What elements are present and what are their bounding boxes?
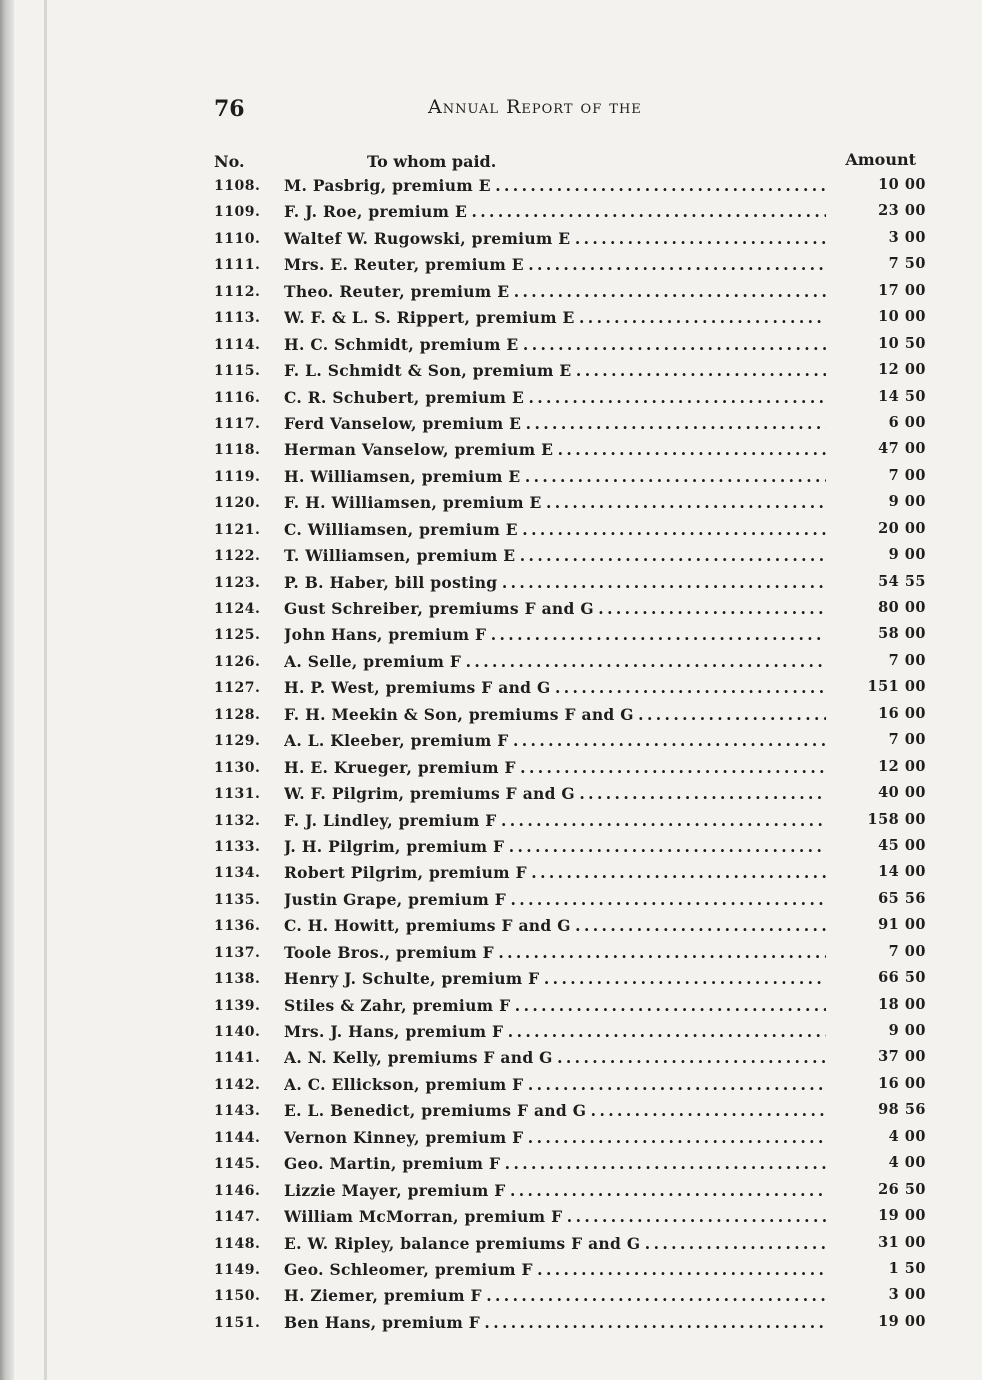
payee-description: Stiles & Zahr, premium F . . . bbox=[284, 996, 826, 1015]
voucher-number: 1117. bbox=[214, 415, 261, 432]
payee-description: Gust Schreiber, premiums F and G . . . bbox=[284, 599, 826, 618]
payee-description: Robert Pilgrim, premium F . . . bbox=[284, 863, 826, 882]
amount-value: 158 00 bbox=[867, 810, 926, 828]
payee-description: John Hans, premium F . . . bbox=[284, 625, 826, 644]
table-row bbox=[214, 702, 926, 728]
payee-description: W. F. Pilgrim, premiums F and G . . . bbox=[284, 784, 826, 803]
voucher-number: 1121. bbox=[214, 521, 261, 538]
amount-value: 4 00 bbox=[888, 1154, 926, 1172]
payee-description: Waltef W. Rugowski, premium E . . . bbox=[284, 229, 826, 248]
voucher-number: 1131. bbox=[214, 786, 261, 803]
table-row bbox=[214, 226, 926, 252]
table-row bbox=[214, 490, 926, 516]
amount-value: 98 56 bbox=[878, 1101, 926, 1119]
table-row bbox=[214, 1283, 926, 1309]
voucher-number: 1149. bbox=[214, 1261, 261, 1278]
amount-value: 1 50 bbox=[888, 1259, 926, 1277]
table-row bbox=[214, 305, 926, 331]
column-header-no: No. bbox=[214, 152, 245, 171]
voucher-number: 1129. bbox=[214, 733, 261, 750]
payee-description: W. F. & L. S. Rippert, premium E . . . bbox=[284, 308, 826, 327]
voucher-number: 1112. bbox=[214, 283, 261, 300]
voucher-number: 1148. bbox=[214, 1235, 261, 1252]
payee-description: A. Selle, premium F . . . bbox=[284, 652, 826, 671]
table-row bbox=[214, 517, 926, 543]
payee-description: C. H. Howitt, premiums F and G . . . bbox=[284, 916, 826, 935]
amount-value: 47 00 bbox=[878, 440, 926, 458]
amount-value: 66 50 bbox=[878, 969, 926, 987]
table-row bbox=[214, 464, 926, 490]
table-row bbox=[214, 385, 926, 411]
voucher-number: 1123. bbox=[214, 574, 261, 591]
voucher-number: 1120. bbox=[214, 495, 261, 512]
voucher-number: 1147. bbox=[214, 1209, 261, 1226]
voucher-number: 1109. bbox=[214, 204, 261, 221]
payee-description: M. Pasbrig, premium E . . . bbox=[284, 176, 826, 195]
payee-description: H. Williamsen, premium E . . . bbox=[284, 467, 826, 486]
payee-description: P. B. Haber, bill posting . . . bbox=[284, 573, 826, 592]
amount-value: 26 50 bbox=[878, 1180, 926, 1198]
amount-value: 40 00 bbox=[878, 784, 926, 802]
payee-description: William McMorran, premium F . . . bbox=[284, 1207, 826, 1226]
table-row bbox=[214, 728, 926, 754]
amount-value: 7 00 bbox=[888, 466, 926, 484]
payee-description: F. H. Williamsen, premium E . . . bbox=[284, 493, 826, 512]
table-row bbox=[214, 781, 926, 807]
voucher-number: 1146. bbox=[214, 1182, 261, 1199]
voucher-number: 1111. bbox=[214, 257, 261, 274]
voucher-number: 1136. bbox=[214, 918, 261, 935]
voucher-number: 1126. bbox=[214, 653, 261, 670]
table-row bbox=[214, 252, 926, 278]
voucher-number: 1132. bbox=[214, 812, 261, 829]
voucher-number: 1130. bbox=[214, 759, 261, 776]
payee-description: A. N. Kelly, premiums F and G . . . bbox=[284, 1048, 826, 1067]
payee-description: A. L. Kleeber, premium F . . . bbox=[284, 731, 826, 750]
payee-description: Vernon Kinney, premium F . . . bbox=[284, 1128, 826, 1147]
payee-description: Ben Hans, premium F . . . bbox=[284, 1313, 826, 1332]
voucher-number: 1139. bbox=[214, 997, 261, 1014]
payee-description: Geo. Schleomer, premium F . . . bbox=[284, 1260, 826, 1279]
payee-description: Herman Vanselow, premium E . . . bbox=[284, 440, 826, 459]
payee-description: F. J. Roe, premium E . . . bbox=[284, 202, 826, 221]
voucher-number: 1133. bbox=[214, 838, 261, 855]
table-row bbox=[214, 622, 926, 648]
amount-value: 7 50 bbox=[888, 255, 926, 273]
table-row bbox=[214, 1045, 926, 1071]
payee-description: E. L. Benedict, premiums F and G . . . bbox=[284, 1101, 826, 1120]
table-row bbox=[214, 755, 926, 781]
table-row bbox=[214, 1072, 926, 1098]
voucher-number: 1151. bbox=[214, 1314, 261, 1331]
payee-description: Toole Bros., premium F . . . bbox=[284, 943, 826, 962]
voucher-number: 1140. bbox=[214, 1024, 261, 1040]
amount-value: 151 00 bbox=[867, 678, 926, 696]
payee-description: Justin Grape, premium F . . . bbox=[284, 890, 826, 909]
amount-value: 14 50 bbox=[878, 387, 926, 405]
payee-description: H. P. West, premiums F and G . . . bbox=[284, 678, 826, 697]
table-row bbox=[214, 1098, 926, 1124]
amount-value: 19 00 bbox=[878, 1312, 926, 1330]
table-row bbox=[214, 675, 926, 701]
payee-description: Theo. Reuter, premium E . . . bbox=[284, 282, 826, 301]
table-row bbox=[214, 596, 926, 622]
payee-description: H. E. Krueger, premium F . . . bbox=[284, 758, 826, 777]
table-row bbox=[214, 1151, 926, 1177]
voucher-number: 1110. bbox=[214, 230, 261, 247]
voucher-number: 1115. bbox=[214, 363, 261, 380]
voucher-number: 1150. bbox=[214, 1288, 261, 1305]
table-row bbox=[214, 913, 926, 939]
table-row bbox=[214, 332, 926, 358]
table-row bbox=[214, 834, 926, 860]
payee-description: E. W. Ripley, balance premiums F and G . . . bbox=[284, 1234, 826, 1253]
amount-value: 9 00 bbox=[888, 546, 926, 564]
table-row bbox=[214, 649, 926, 675]
payee-description: H. C. Schmidt, premium E . . . bbox=[284, 335, 826, 354]
payee-description: Henry J. Schulte, premium F . . . bbox=[284, 969, 826, 988]
table-row bbox=[214, 199, 926, 225]
voucher-number: 1114. bbox=[214, 336, 261, 353]
payee-description: Mrs. E. Reuter, premium E . . . bbox=[284, 255, 826, 274]
voucher-number: 1143. bbox=[214, 1103, 261, 1120]
amount-value: 10 00 bbox=[878, 308, 926, 326]
amount-value: 7 00 bbox=[888, 942, 926, 960]
amount-value: 12 00 bbox=[878, 361, 926, 379]
table-row bbox=[214, 1257, 926, 1283]
table-row bbox=[214, 940, 926, 966]
table-row bbox=[214, 173, 926, 199]
table-row bbox=[214, 1019, 926, 1045]
amount-value: 10 50 bbox=[878, 334, 926, 352]
page-binding-edge bbox=[0, 0, 14, 1380]
voucher-number: 1122. bbox=[214, 548, 261, 565]
table-row bbox=[214, 411, 926, 437]
table-row bbox=[214, 860, 926, 886]
voucher-number: 1124. bbox=[214, 601, 261, 617]
voucher-number: 1138. bbox=[214, 971, 261, 988]
amount-value: 4 00 bbox=[888, 1127, 926, 1145]
payee-description: Ferd Vanselow, premium E . . . bbox=[284, 414, 826, 433]
amount-value: 9 00 bbox=[888, 493, 926, 511]
amount-value: 65 56 bbox=[878, 889, 926, 907]
table-row bbox=[214, 993, 926, 1019]
voucher-number: 1144. bbox=[214, 1129, 261, 1146]
payee-description: A. C. Ellickson, premium F . . . bbox=[284, 1075, 826, 1094]
payee-description: Lizzie Mayer, premium F . . . bbox=[284, 1181, 826, 1200]
amount-value: 54 55 bbox=[878, 572, 926, 590]
voucher-number: 1113. bbox=[214, 310, 261, 327]
amount-value: 6 00 bbox=[888, 413, 926, 431]
amount-value: 19 00 bbox=[878, 1207, 926, 1225]
table-row bbox=[214, 279, 926, 305]
amount-value: 14 00 bbox=[878, 863, 926, 881]
table-row bbox=[214, 1125, 926, 1151]
voucher-number: 1145. bbox=[214, 1156, 261, 1173]
payee-description: C. R. Schubert, premium E . . . bbox=[284, 388, 826, 407]
amount-value: 16 00 bbox=[878, 704, 926, 722]
amount-value: 18 00 bbox=[878, 995, 926, 1013]
voucher-number: 1134. bbox=[214, 865, 261, 882]
table-row bbox=[214, 437, 926, 463]
amount-value: 16 00 bbox=[878, 1074, 926, 1092]
table-row bbox=[214, 1178, 926, 1204]
table-row bbox=[214, 808, 926, 834]
table-row bbox=[214, 966, 926, 992]
voucher-number: 1135. bbox=[214, 891, 261, 908]
amount-value: 80 00 bbox=[878, 599, 926, 616]
table-row bbox=[214, 1231, 926, 1257]
voucher-number: 1116. bbox=[214, 389, 261, 406]
payee-description: J. H. Pilgrim, premium F . . . bbox=[284, 837, 826, 856]
voucher-number: 1125. bbox=[214, 627, 261, 644]
voucher-number: 1118. bbox=[214, 442, 261, 459]
amount-value: 91 00 bbox=[878, 916, 926, 934]
running-title: Annual Report of the bbox=[428, 96, 642, 118]
voucher-number: 1128. bbox=[214, 706, 261, 723]
column-headers bbox=[214, 150, 924, 174]
column-header-amount: Amount bbox=[845, 150, 916, 169]
amount-value: 7 00 bbox=[888, 731, 926, 749]
amount-value: 37 00 bbox=[878, 1048, 926, 1066]
table-row bbox=[214, 1204, 926, 1230]
voucher-number: 1108. bbox=[214, 178, 261, 194]
table-row bbox=[214, 543, 926, 569]
voucher-number: 1127. bbox=[214, 680, 261, 697]
page-fold-line bbox=[44, 0, 47, 1380]
amount-value: 23 00 bbox=[878, 202, 926, 220]
payee-description: H. Ziemer, premium F . . . bbox=[284, 1286, 826, 1305]
voucher-number: 1119. bbox=[214, 468, 261, 485]
page-header bbox=[214, 92, 914, 126]
page-number: 76 bbox=[214, 96, 245, 122]
amount-value: 3 00 bbox=[888, 228, 926, 246]
amount-value: 20 00 bbox=[878, 519, 926, 537]
table-row bbox=[214, 358, 926, 384]
table-row bbox=[214, 570, 926, 596]
amount-value: 9 00 bbox=[888, 1022, 926, 1039]
amount-value: 31 00 bbox=[878, 1233, 926, 1251]
amount-value: 12 00 bbox=[878, 757, 926, 775]
payment-list bbox=[214, 173, 926, 1336]
payee-description: C. Williamsen, premium E . . . bbox=[284, 520, 826, 539]
payee-description: F. H. Meekin & Son, premiums F and G . . . bbox=[284, 705, 826, 724]
column-header-payee: To whom paid. bbox=[367, 152, 497, 171]
amount-value: 10 00 bbox=[878, 176, 926, 193]
payee-description: T. Williamsen, premium E . . . bbox=[284, 546, 826, 565]
voucher-number: 1137. bbox=[214, 944, 261, 961]
voucher-number: 1142. bbox=[214, 1076, 261, 1093]
amount-value: 45 00 bbox=[878, 836, 926, 854]
amount-value: 17 00 bbox=[878, 281, 926, 299]
payee-description: F. J. Lindley, premium F . . . bbox=[284, 811, 826, 830]
table-row bbox=[214, 1310, 926, 1336]
payee-description: Mrs. J. Hans, premium F . . . bbox=[284, 1022, 826, 1041]
amount-value: 3 00 bbox=[888, 1286, 926, 1304]
payee-description: Geo. Martin, premium F . . . bbox=[284, 1154, 826, 1173]
voucher-number: 1141. bbox=[214, 1050, 261, 1067]
amount-value: 7 00 bbox=[888, 651, 926, 669]
amount-value: 58 00 bbox=[878, 625, 926, 643]
payee-description: F. L. Schmidt & Son, premium E . . . bbox=[284, 361, 826, 380]
table-row bbox=[214, 887, 926, 913]
